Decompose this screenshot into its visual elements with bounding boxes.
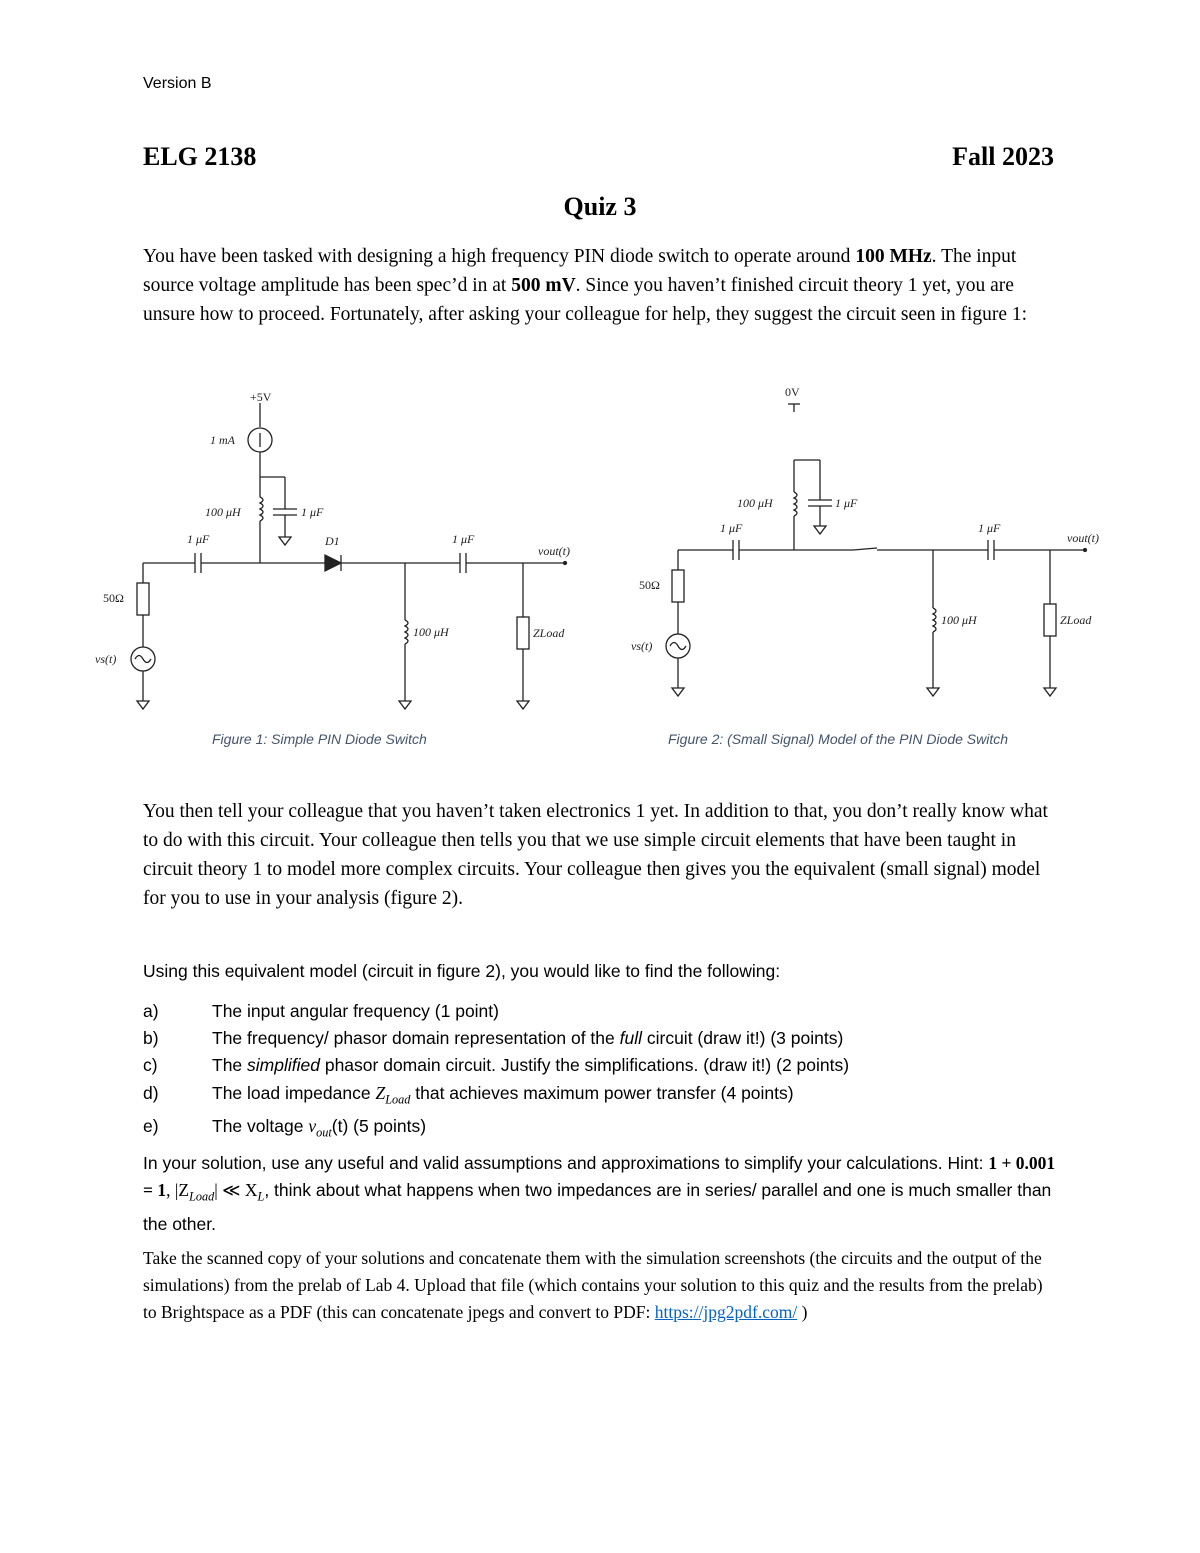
quiz-title: Quiz 3: [563, 192, 637, 221]
frequency-value: 100 MHz: [855, 246, 932, 267]
jpg2pdf-link[interactable]: https://jpg2pdf.com/: [654, 1302, 798, 1322]
f2-inductor-shunt-label: 100 μH: [941, 613, 977, 627]
figure-2-caption: Figure 2: (Small Signal) Model of the PIN Diode Switch: [668, 731, 1009, 747]
f1-cap-out-label: 1 μF: [452, 532, 475, 546]
term-label: Fall 2023: [952, 142, 1054, 171]
list-item: d) The load impedance $Z_{Load}$ that achieves maximum power transfer (4 points): [143, 1082, 794, 1107]
hint-paragraph: In your solution, use any useful and valid assumptions and approximations to simplify your calculations. Hint: 1 + 0.001 = 1, $|Z_{Load}|$ ≪ $X_L$, think about what happens when two impedances are in series/ parallel and one is much smaller than the other.: [143, 1153, 1056, 1234]
list-item: a) The input angular frequency (1 point): [143, 1001, 499, 1021]
list-item: c) The simplified phasor domain circuit. Justify the simplifications. (draw it!) (2 points): [143, 1055, 850, 1076]
f2-supply-label: 0V: [785, 385, 800, 399]
intro-paragraph: You have been tasked with designing a high frequency PIN diode switch to operate around 100 MHz. The input source voltage amplitude has been spec’d in at 500 mV. Since you haven’t finished circuit theory 1 yet, you are unsure how to proceed. Fortunately, after asking your colleague for help, they suggest the circuit seen in figure 1:: [143, 246, 1028, 325]
f2-source-label: vs(t): [631, 639, 653, 653]
f1-cap-bypass-label: 1 μF: [301, 505, 324, 519]
course-code: ELG 2138: [143, 142, 257, 171]
f2-load-label: ZLoad: [1060, 613, 1092, 627]
f1-cap-in-label: 1 μF: [187, 532, 210, 546]
question-list: [143, 998, 1058, 1147]
figure-1-caption: Figure 1: Simple PIN Diode Switch: [212, 731, 427, 747]
submission-paragraph: Take the scanned copy of your solutions and concatenate them with the simulation screenshots (the circuits and the output of the simulations) from the prelab of Lab 4. Upload that file (which contains your solution to this quiz and the results from the prelab) to Brightspace as a PDF (this can concatenate jpegs and convert to PDF: https://jpg2pdf.com/ ): [143, 1248, 1043, 1322]
list-item: e) The voltage $v_{out}(t)$ (5 points): [143, 1116, 427, 1140]
voltage-value: 500 mV: [511, 275, 576, 296]
task-intro: Using this equivalent model (circuit in figure 2), you would like to find the following:: [143, 961, 781, 981]
f1-diode-label: D1: [325, 534, 340, 548]
f2-inductor-top-label: 100 μH: [737, 496, 773, 510]
figure-2-circuit: [625, 380, 1105, 710]
f2-cap-bypass-label: 1 μF: [835, 496, 858, 510]
f1-current-label: 1 mA: [210, 433, 235, 447]
f2-cap-out-label: 1 μF: [978, 521, 1001, 535]
f2-vout-label: vout(t): [1067, 531, 1099, 545]
f1-inductor-top-label: 100 μH: [205, 505, 241, 519]
f1-vout-label: vout(t): [538, 544, 570, 558]
hint-equation: 1 + 0.001 = 1: [143, 1153, 1056, 1200]
f1-inductor-shunt-label: 100 μH: [413, 625, 449, 639]
context-paragraph: You then tell your colleague that you haven’t taken electronics 1 yet. In addition to that, you don’t really know what to do with this circuit. Your colleague then tells you that we use simple circuit elements that have been taught in circuit theory 1 to model more complex circuits. Your colleague then gives you the equivalent (small signal) model for you to use in your analysis (figure 2).: [143, 801, 1048, 909]
list-item: b) The frequency/ phasor domain representation of the full circuit (draw it!) (3 points): [143, 1028, 844, 1049]
f1-source-label: vs(t): [95, 652, 117, 666]
f1-load-label: ZLoad: [533, 626, 565, 640]
f2-cap-in-label: 1 μF: [720, 521, 743, 535]
f2-resistor-label: 50Ω: [639, 578, 660, 592]
f1-resistor-label: 50Ω: [103, 591, 124, 605]
version-label: Version B: [143, 75, 212, 92]
f1-supply-label: +5V: [250, 390, 272, 404]
figure-1-circuit: [95, 385, 575, 725]
